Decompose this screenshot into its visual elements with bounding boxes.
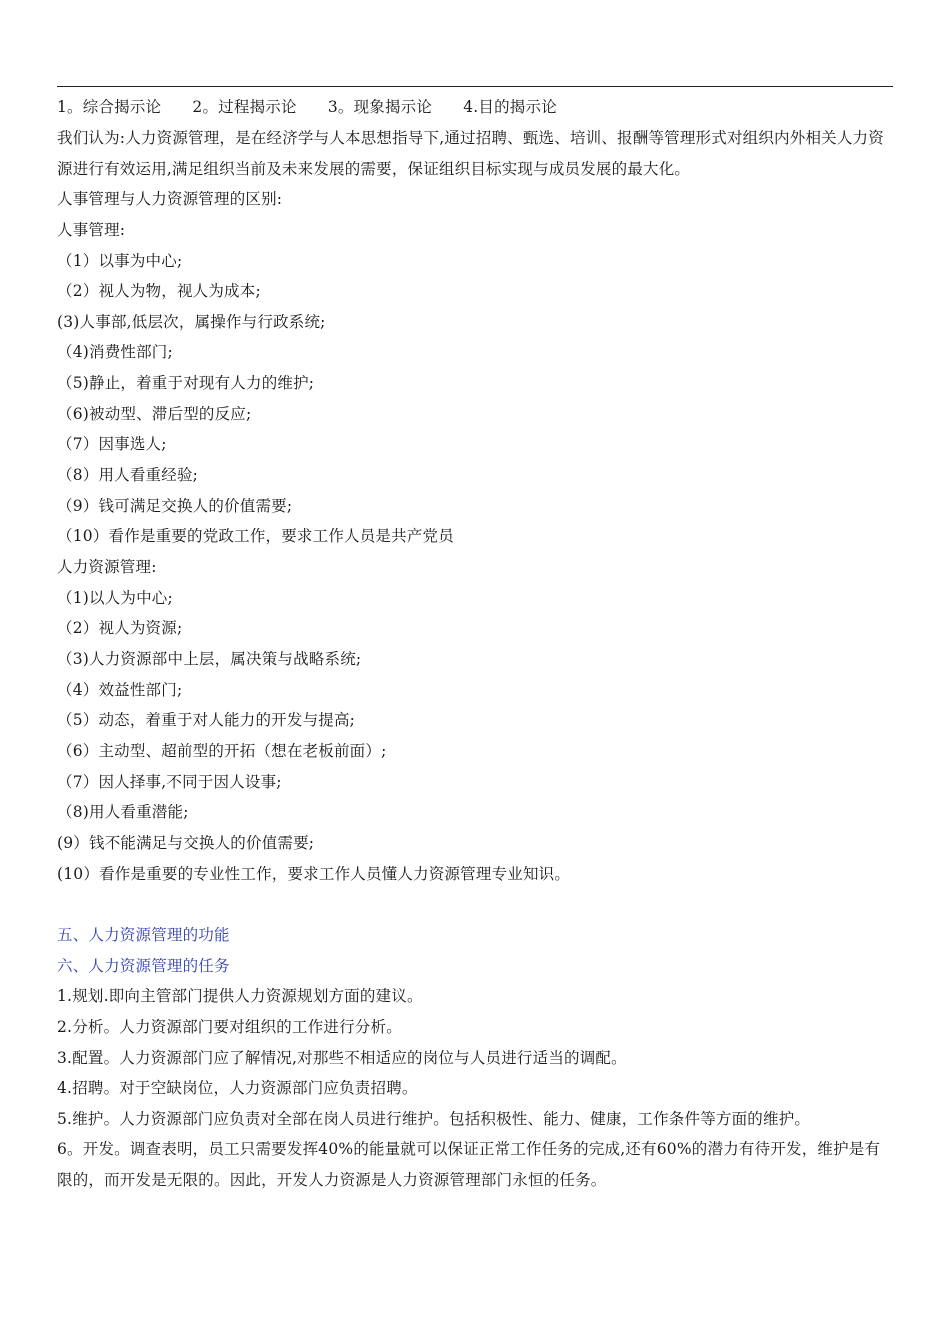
personnel-item: （2）视人为物，视人为成本; [57,282,261,300]
section-5-title: 五、人力资源管理的功能 [57,926,230,944]
personnel-item: （9）钱可满足交换人的价值需要; [57,497,293,515]
task-item: 4.招聘。对于空缺岗位，人力资源部门应负责招聘。 [57,1079,418,1097]
theory-item: 1。综合揭示论 [57,98,162,116]
hrm-definition: 我们认为:人力资源管理，是在经济学与人本思想指导下,通过招聘、甄选、培训、报酬等管理形式对组织内外相关人力资源进行有效运用,满足组织当前及未来发展的需要，保证组织目标实现与成员发展的最大化。 [57,129,884,178]
theory-item: 4.目的揭示论 [463,98,557,116]
hrm-title: 人力资源管理: [57,558,157,576]
personnel-item: （7）因事选人; [57,435,167,453]
hrm-item: (9）钱不能满足与交换人的价值需要; [57,834,315,852]
task-item: 5.维护。人力资源部门应负责对全部在岗人员进行维护。包括积极性、能力、健康，工作条件等方面的维护。 [57,1110,811,1128]
header-rule [57,86,893,87]
theory-item: 3。现象揭示论 [327,98,433,116]
hrm-item: （4）效益性部门; [57,681,183,699]
personnel-item: (3)人事部,低层次，属操作与行政系统; [57,313,326,331]
theory-item: 2。过程揭示论 [192,98,297,116]
hrm-item: （3)人力资源部中上层，属决策与战略系统; [57,650,362,668]
personnel-item: （8）用人看重经验; [57,466,199,484]
hrm-item: （5）动态，着重于对人能力的开发与提高; [57,711,356,729]
task-item: 6。开发。调查表明，员工只需要发挥40%的能量就可以保证正常工作任务的完成,还有60%的潜力有待开发，维护是有限的，而开发是无限的。因此，开发人力资源是人力资源管理部门永恒的任务。 [57,1140,881,1189]
task-item: 1.规划.即向主管部门提供人力资源规划方面的建议。 [57,987,423,1005]
personnel-item: （4)消费性部门; [57,343,173,361]
personnel-item: （6)被动型、滞后型的反应; [57,405,252,423]
hrm-item: （2）视人为资源; [57,619,183,637]
hrm-item: （8)用人看重潜能; [57,803,189,821]
hrm-item: （7）因人择事,不同于因人设事; [57,773,282,791]
personnel-title: 人事管理: [57,221,126,239]
hrm-item: （6）主动型、超前型的开拓（想在老板前面）; [57,742,387,760]
personnel-item: （10）看作是重要的党政工作，要求工作人员是共产党员 [57,527,454,545]
task-item: 2.分析。人力资源部门要对组织的工作进行分析。 [57,1018,402,1036]
task-item: 3.配置。人力资源部门应了解情况,对那些不相适应的岗位与人员进行适当的调配。 [57,1049,627,1067]
section-6-title: 六、人力资源管理的任务 [57,957,230,975]
personnel-item: （1）以事为中心; [57,252,183,270]
disclosure-theories [57,97,583,117]
hrm-item: (10）看作是重要的专业性工作，要求工作人员懂人力资源管理专业知识。 [57,865,571,883]
personnel-item: （5)静止，着重于对现有人力的维护; [57,374,315,392]
difference-title: 人事管理与人力资源管理的区别: [57,190,283,208]
hrm-item: （1)以人为中心; [57,589,173,607]
